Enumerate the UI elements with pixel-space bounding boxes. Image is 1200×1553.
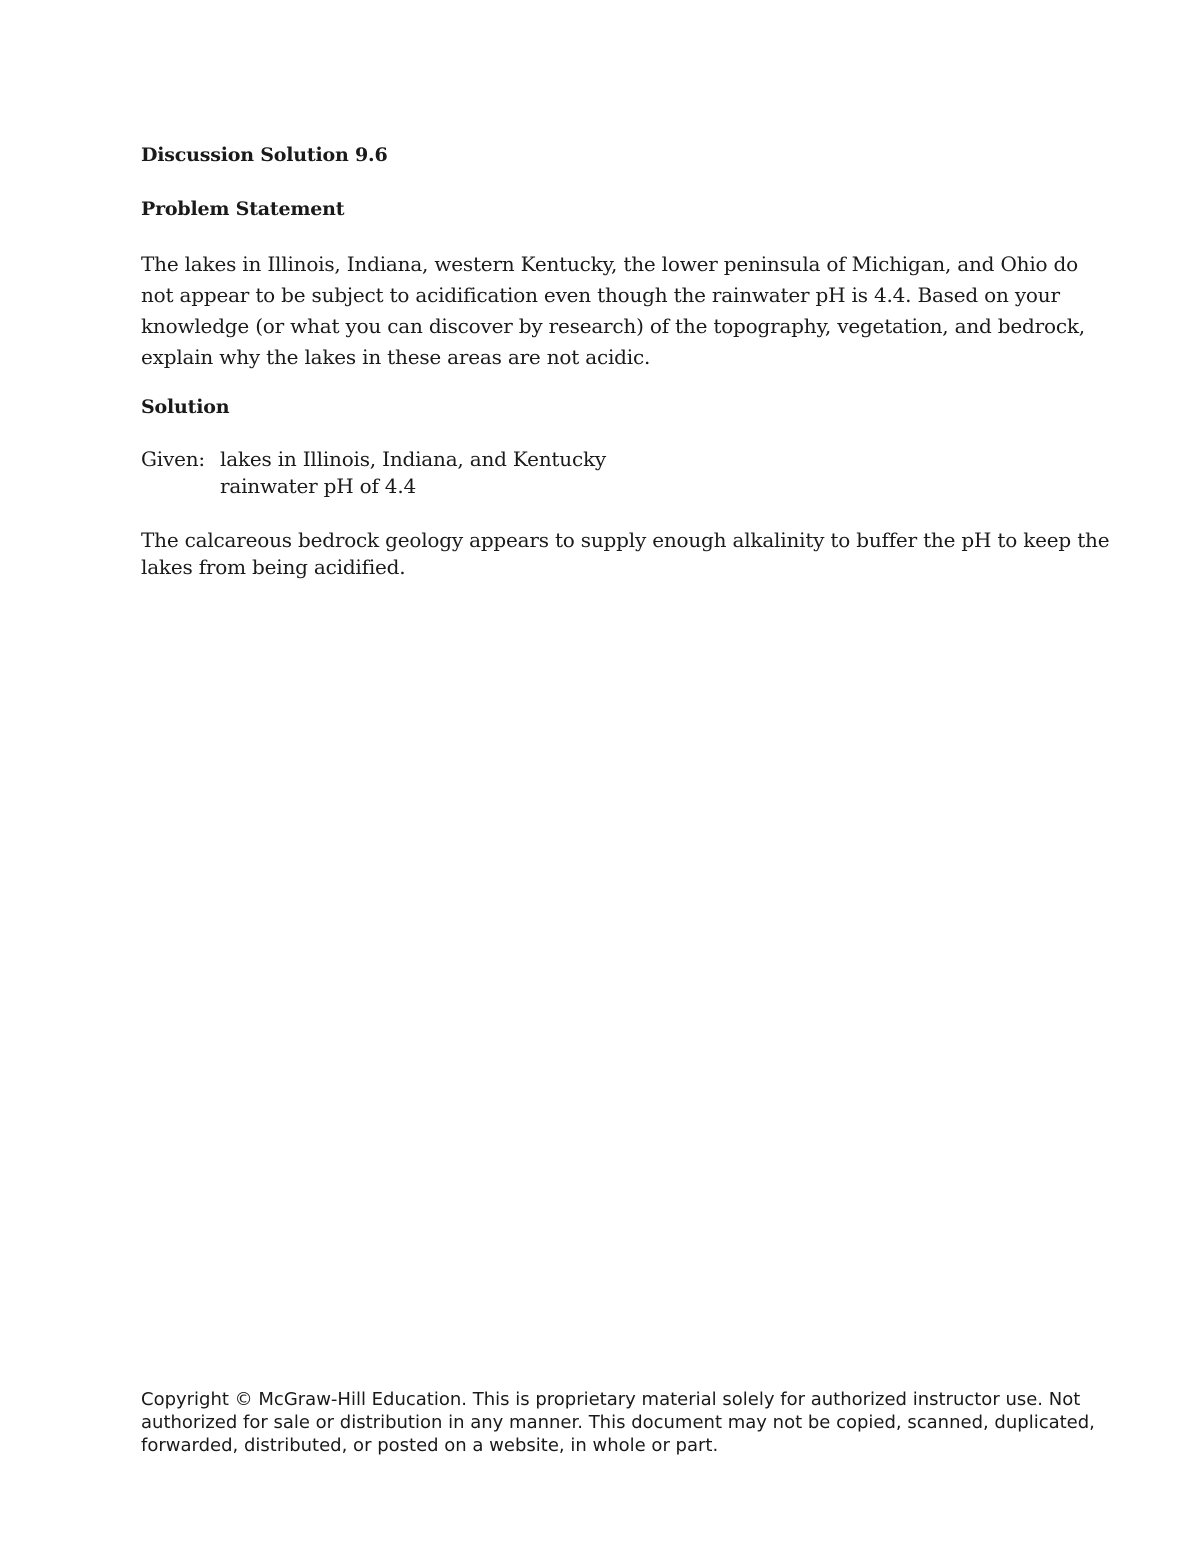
given-item: lakes in Illinois, Indiana, and Kentucky [220,447,606,471]
given-label-spacer [141,473,220,500]
given-row-1 [141,446,1041,473]
document-title: Discussion Solution 9.6 [141,144,388,166]
copyright-footer: Copyright © McGraw-Hill Education. This is proprietary material solely for authorized instructor use. Not authorized for sale or distribution in any manner. This document may not be copied, scanned, duplicated, forwarded, distributed, or posted on a website, in whole or part. [141,1389,1095,1456]
solution-heading: Solution [141,396,230,418]
given-label: Given: [141,447,205,471]
given-row-2 [141,473,1041,500]
problem-statement-text: The lakes in Illinois, Indiana, western Kentucky, the lower peninsula of Michigan, and Ohio do not appear to be subject to acidification even though the rainwater pH is 4.4. Based on your knowledge (or what you can discover by research) of the topography, vegetation, and bedrock, explain why the lakes in these areas are not acidic. [141,252,1085,369]
solution-conclusion-text: The calcareous bedrock geology appears to supply enough alkalinity to buffer the pH to keep the lakes from being acidified. [141,528,1110,579]
given-item: rainwater pH of 4.4 [220,474,417,498]
problem-statement-heading: Problem Statement [141,198,345,220]
given-block [141,446,1041,500]
